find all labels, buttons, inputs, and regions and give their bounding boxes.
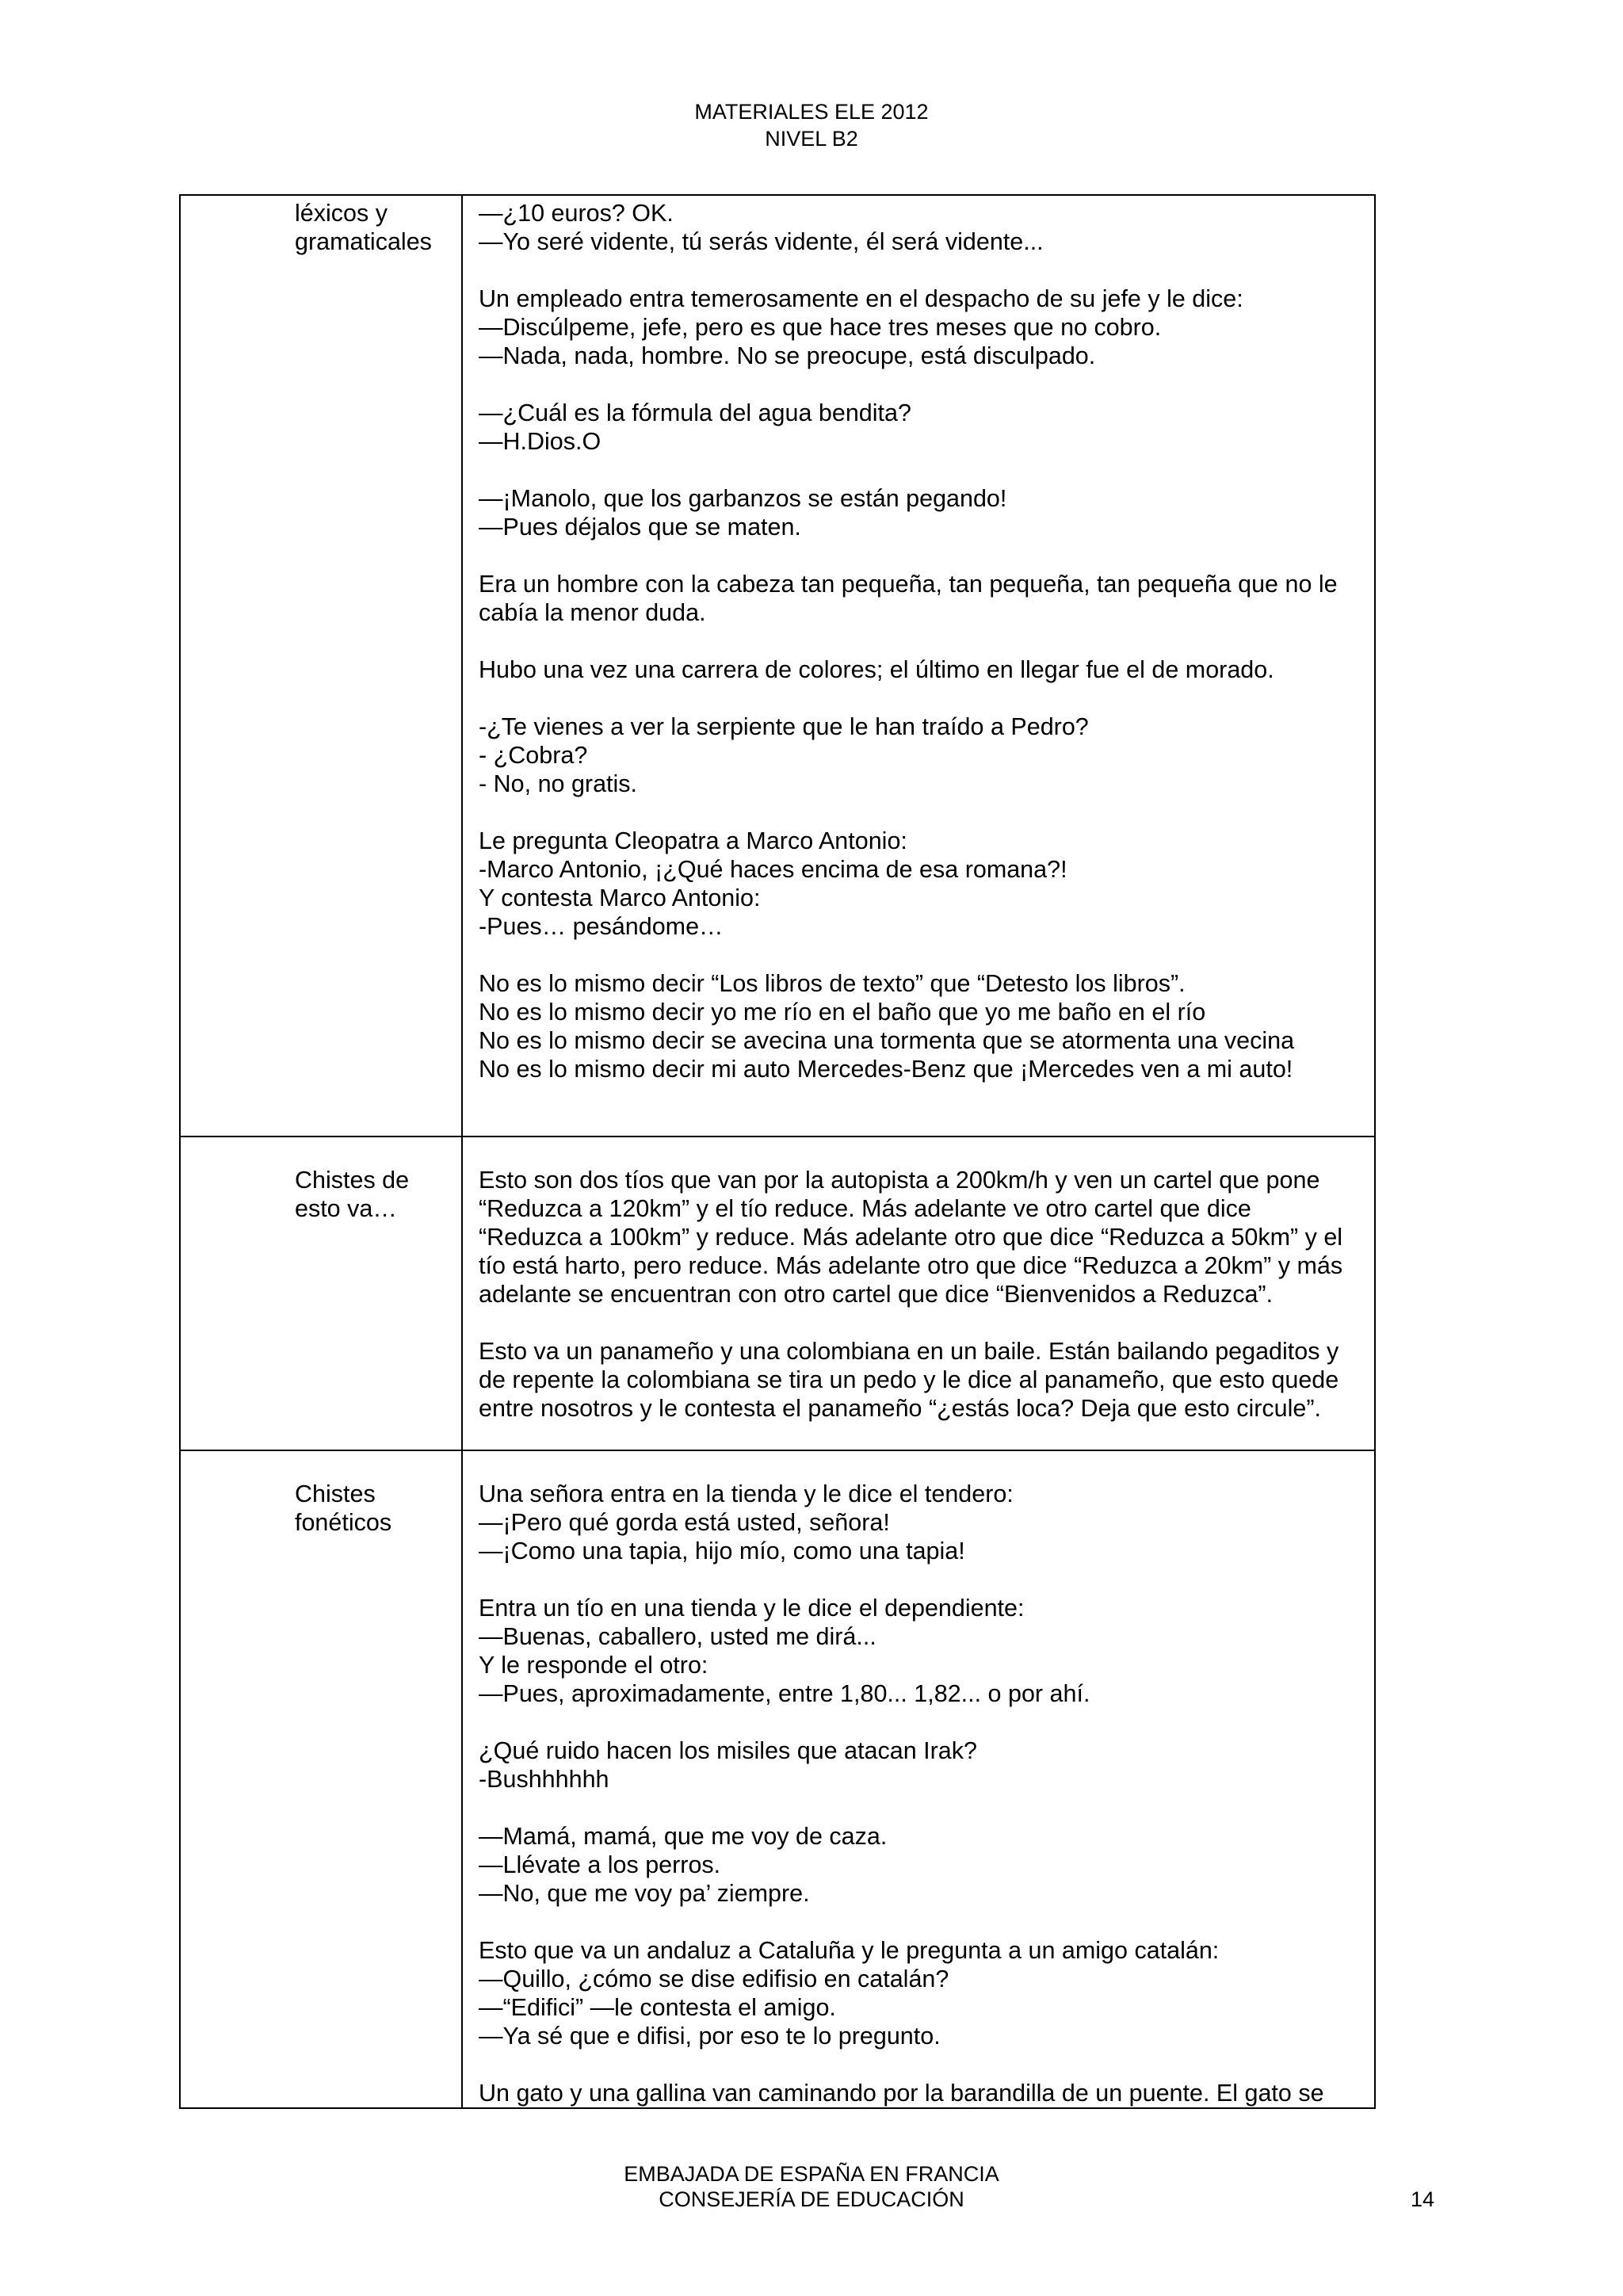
- text-line: Esto son dos tíos que van por la autopista a 200km/h y ven un cartel que pone: [479, 1167, 1320, 1194]
- joke-paragraph: [479, 1822, 1361, 1908]
- text-line: —¡Manolo, que los garbanzos se están pegando!: [479, 485, 1007, 512]
- text-line: Era un hombre con la cabeza tan pequeña, tan pequeña, tan pequeña que no le: [479, 571, 1338, 598]
- text-line: Y le responde el otro:: [479, 1652, 708, 1679]
- text-line: Un gato y una gallina van caminando por la barandilla de un puente. El gato se: [479, 2080, 1324, 2107]
- row-label-cell: [180, 195, 462, 1137]
- row-label: Chistes de: [295, 1167, 410, 1194]
- text-line: —Discúlpeme, jefe, pero es que hace tres meses que no cobro.: [479, 314, 1162, 341]
- joke-paragraph: [479, 199, 1361, 256]
- joke-paragraph: [479, 1736, 1361, 1794]
- text-line: Entra un tío en una tienda y le dice el dependiente:: [479, 1595, 1025, 1622]
- text-line: -Marco Antonio, ¡¿Qué haces encima de esa romana?!: [479, 856, 1067, 883]
- text-line: —Quillo, ¿cómo se dise edifisio en catalán?: [479, 1966, 949, 1992]
- table-row: [180, 1137, 1375, 1450]
- footer-embassy: EMBAJADA DE ESPAÑA EN FRANCIA: [624, 2162, 999, 2186]
- text-line: de repente la colombiana se tira un pedo y le dice al panameño, que esto quede: [479, 1366, 1339, 1393]
- header-title: MATERIALES ELE 2012: [694, 100, 929, 124]
- text-line: —Nada, nada, hombre. No se preocupe, está disculpado.: [479, 342, 1096, 369]
- text-line: - No, no gratis.: [479, 770, 638, 797]
- text-line: —H.Dios.O: [479, 428, 601, 455]
- row-text-cell: [462, 1450, 1375, 2108]
- joke-paragraph: [479, 1594, 1361, 1708]
- text-line: —Ya sé que e difisi, por eso te lo pregunto.: [479, 2023, 941, 2050]
- footer-department: CONSEJERÍA DE EDUCACIÓN: [659, 2187, 964, 2211]
- joke-paragraph: [479, 655, 1361, 684]
- text-line: tío está harto, pero reduce. Más adelante otro que dice “Reduzca a 20km” y más: [479, 1252, 1343, 1279]
- header-level: NIVEL B2: [765, 127, 858, 151]
- text-line: cabía la menor duda.: [479, 599, 706, 626]
- joke-paragraph: [479, 969, 1361, 1083]
- text-line: —¡Pero qué gorda está usted, señora!: [479, 1509, 890, 1536]
- text-line: —Buenas, caballero, usted me dirá...: [479, 1623, 876, 1650]
- joke-paragraph: [479, 285, 1361, 370]
- text-line: —No, que me voy pa’ ziempre.: [479, 1880, 810, 1907]
- jokes-table: [179, 194, 1376, 2109]
- text-line: “Reduzca a 120km” y el tío reduce. Más adelante ve otro cartel que dice: [479, 1195, 1251, 1222]
- text-line: Hubo una vez una carrera de colores; el último en llegar fue el de morado.: [479, 656, 1274, 683]
- joke-paragraph: [479, 712, 1361, 798]
- row-text-cell: [462, 1137, 1375, 1450]
- text-line: entre nosotros y le contesta el panameño “¿estás loca? Deja que esto circule”.: [479, 1395, 1321, 1422]
- text-line: Una señora entra en la tienda y le dice el tendero:: [479, 1480, 1014, 1507]
- text-line: - ¿Cobra?: [479, 742, 588, 769]
- text-line: No es lo mismo decir se avecina una tormenta que se atormenta una vecina: [479, 1027, 1295, 1054]
- text-line: —Yo seré vidente, tú serás vidente, él será vidente...: [479, 228, 1044, 255]
- text-line: Esto que va un andaluz a Cataluña y le pregunta a un amigo catalán:: [479, 1937, 1220, 1964]
- joke-paragraph: [479, 1166, 1361, 1308]
- joke-paragraph: [479, 399, 1361, 456]
- text-line: Un empleado entra temerosamente en el despacho de su jefe y le dice:: [479, 285, 1243, 312]
- page-number: 14: [1411, 2187, 1435, 2211]
- text-line: -¿Te vienes a ver la serpiente que le han traído a Pedro?: [479, 713, 1089, 740]
- text-line: -Pues… pesándome…: [479, 913, 724, 940]
- row-text-cell: [462, 195, 1375, 1137]
- text-line: —¿10 euros? OK.: [479, 200, 674, 227]
- joke-paragraph: [479, 1337, 1361, 1423]
- joke-paragraph: [479, 2079, 1361, 2107]
- row-label: léxicos y: [295, 200, 388, 227]
- text-line: —Mamá, mamá, que me voy de caza.: [479, 1823, 888, 1850]
- table-row: [180, 195, 1375, 1137]
- row-label: fonéticos: [295, 1509, 392, 1536]
- row-label: esto va…: [295, 1195, 397, 1222]
- page-header: [0, 98, 1623, 152]
- joke-paragraph: [479, 1480, 1361, 1565]
- text-line: Y contesta Marco Antonio:: [479, 884, 761, 911]
- joke-paragraph: [479, 570, 1361, 627]
- text-line: No es lo mismo decir mi auto Mercedes-Benz que ¡Mercedes ven a mi auto!: [479, 1056, 1293, 1083]
- row-label: gramaticales: [295, 228, 432, 255]
- text-line: adelante se encuentran con otro cartel que dice “Bienvenidos a Reduzca”.: [479, 1281, 1274, 1308]
- joke-paragraph: [479, 1936, 1361, 2050]
- text-line: Esto va un panameño y una colombiana en un baile. Están bailando pegaditos y: [479, 1338, 1339, 1365]
- row-label: Chistes: [295, 1480, 376, 1507]
- page-footer: [0, 2161, 1623, 2212]
- text-line: —Pues, aproximadamente, entre 1,80... 1,82... o por ahí.: [479, 1680, 1090, 1707]
- text-line: —¿Cuál es la fórmula del agua bendita?: [479, 399, 911, 426]
- text-line: ¿Qué ruido hacen los misiles que atacan Irak?: [479, 1737, 977, 1764]
- text-line: “Reduzca a 100km” y reduce. Más adelante otro que dice “Reduzca a 50km” y el: [479, 1224, 1343, 1251]
- table-row: [180, 1450, 1375, 2108]
- row-label-cell: [180, 1137, 462, 1450]
- text-line: —Llévate a los perros.: [479, 1851, 721, 1878]
- text-line: -Bushhhhhh: [479, 1766, 609, 1793]
- text-line: —“Edifici” —le contesta el amigo.: [479, 1994, 836, 2021]
- text-line: —Pues déjalos que se maten.: [479, 514, 801, 541]
- text-line: No es lo mismo decir yo me río en el baño que yo me baño en el río: [479, 999, 1206, 1026]
- text-line: No es lo mismo decir “Los libros de texto” que “Detesto los libros”.: [479, 970, 1186, 997]
- joke-paragraph: [479, 484, 1361, 541]
- text-line: —¡Como una tapia, hijo mío, como una tapia!: [479, 1538, 965, 1564]
- text-line: Le pregunta Cleopatra a Marco Antonio:: [479, 827, 907, 854]
- joke-paragraph: [479, 827, 1361, 941]
- row-label-cell: [180, 1450, 462, 2108]
